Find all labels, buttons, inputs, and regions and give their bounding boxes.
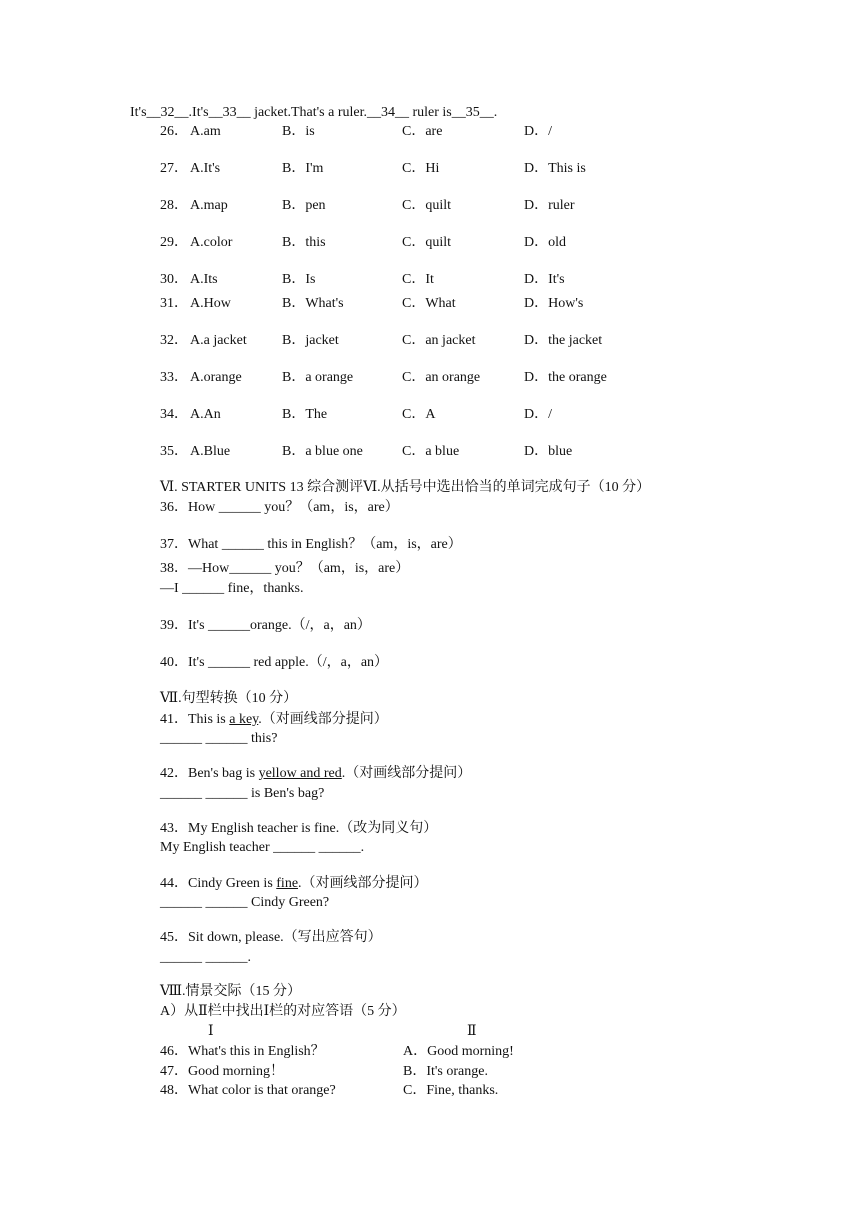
question-number: 27． [160,161,188,176]
section-8-heading: Ⅷ.情景交际（15 分） [160,984,302,999]
option-a: A.Blue [190,444,231,459]
option-b: B．jacket [282,333,339,348]
option-c: C．It [402,272,434,287]
question-number: 26． [160,124,188,139]
answer-line-41: ______ ______ this? [160,731,278,746]
blank-33: __33__ [208,105,251,120]
option-a: A.It's [190,161,221,176]
match-left-47: 47．Good morning！ [160,1064,285,1079]
match-left-46: 46．What's this in English？ [160,1044,325,1059]
underlined-phrase: a key [229,712,259,727]
option-b: B．this [282,235,326,250]
option-c: C．Hi [402,161,440,176]
blank-35: __35__ [451,105,494,120]
option-b: B．a orange [282,370,354,385]
option-a: A.How [190,296,231,311]
option-d: D．/ [524,124,552,139]
option-d: D．old [524,235,566,250]
question-44 [160,875,428,893]
option-b: B．The [282,407,328,422]
question-number: 35． [160,444,188,459]
question-38-response: —I ______ fine，thanks. [160,581,304,596]
option-a: A.map [190,198,228,213]
question-37: 37．What ______ this in English？（am，is，are） [160,537,462,552]
section-6-heading: Ⅵ. STARTER UNITS 13 综合测评Ⅵ.从括号中选出恰当的单词完成句子（10 分） [160,480,651,495]
passage-text: It's [130,105,147,120]
question-41 [160,711,388,729]
match-right-c: C．Fine, thanks. [403,1083,499,1098]
question-text: 44．Cindy Green is [160,876,277,891]
mc-row [0,443,860,461]
option-d: D．ruler [524,198,575,213]
question-38: 38．—How______ you？（am，is，are） [160,561,410,576]
answer-line-42: ______ ______ is Ben's bag? [160,786,325,801]
underlined-phrase: yellow and red [258,766,342,781]
option-b: B．pen [282,198,326,213]
underlined-phrase: fine [276,876,299,891]
option-c: C．quilt [402,198,452,213]
option-d: D．/ [524,407,552,422]
option-a: A.An [190,407,221,422]
option-d: D．blue [524,444,573,459]
mc-row [0,123,860,141]
option-d: D．the orange [524,370,607,385]
match-right-b: B．It's orange. [403,1064,488,1079]
question-number: 33． [160,370,188,385]
option-c: C．A [402,407,436,422]
option-a: A.Its [190,272,218,287]
question-number: 32． [160,333,188,348]
option-c: C．an jacket [402,333,476,348]
option-b: B．What's [282,296,344,311]
match-left-48: 48．What color is that orange? [160,1083,336,1098]
passage-text: ruler is [408,105,452,120]
blank-34: __34__ [366,105,409,120]
option-c: C．an orange [402,370,481,385]
mc-row [0,369,860,387]
section-7-heading: Ⅶ.句型转换（10 分） [160,691,298,706]
part-a-heading: A）从Ⅱ栏中找出Ⅰ栏的对应答语（5 分） [160,1004,406,1019]
mc-row [0,295,860,313]
question-text: 42．Ben's bag is [160,766,259,781]
question-39: 39．It's ______orange.（/，a，an） [160,618,371,633]
option-c: C．are [402,124,443,139]
option-d: D．It's [524,272,565,287]
passage-line [130,104,497,122]
option-d: D．How's [524,296,584,311]
question-instruction: .（对画线部分提问） [341,766,472,781]
option-d: D．This is [524,161,586,176]
passage-text: . [493,105,498,120]
mc-row [0,271,860,289]
option-b: B．a blue one [282,444,363,459]
question-36: 36．How ______ you？（am，is，are） [160,500,399,515]
question-instruction: .（对画线部分提问） [258,712,388,727]
question-number: 31． [160,296,188,311]
question-instruction: .（对画线部分提问） [298,876,428,891]
option-c: C．quilt [402,235,452,250]
blank-32: __32__ [146,105,189,120]
option-b: B．is [282,124,315,139]
question-number: 34． [160,407,188,422]
question-text: 41．This is [160,712,230,727]
question-number: 30． [160,272,188,287]
passage-text: .It's [188,105,209,120]
question-45: 45．Sit down, please.（写出应答句） [160,930,382,945]
mc-row [0,234,860,252]
answer-line-44: ______ ______ Cindy Green? [160,895,330,910]
option-c: C．What [402,296,456,311]
option-b: B．I'm [282,161,324,176]
mc-row [0,160,860,178]
option-a: A.color [190,235,233,250]
passage-text: jacket.That's a ruler. [250,105,367,120]
column-1-label: Ⅰ [208,1024,214,1039]
answer-line-45: ______ ______. [160,950,251,965]
option-a: A.a jacket [190,333,247,348]
question-number: 28． [160,198,188,213]
column-2-label: Ⅱ [467,1024,477,1039]
question-43: 43．My English teacher is fine.（改为同义句） [160,821,438,836]
question-42 [160,765,471,783]
option-b: B．Is [282,272,316,287]
question-number: 29． [160,235,188,250]
option-d: D．the jacket [524,333,603,348]
option-c: C．a blue [402,444,460,459]
option-a: A.am [190,124,221,139]
question-40: 40．It's ______ red apple.（/，a，an） [160,655,389,670]
match-right-a: A．Good morning! [403,1044,514,1059]
mc-row [0,406,860,424]
answer-line-43: My English teacher ______ ______. [160,840,365,855]
option-a: A.orange [190,370,242,385]
mc-row [0,197,860,215]
mc-row [0,332,860,350]
